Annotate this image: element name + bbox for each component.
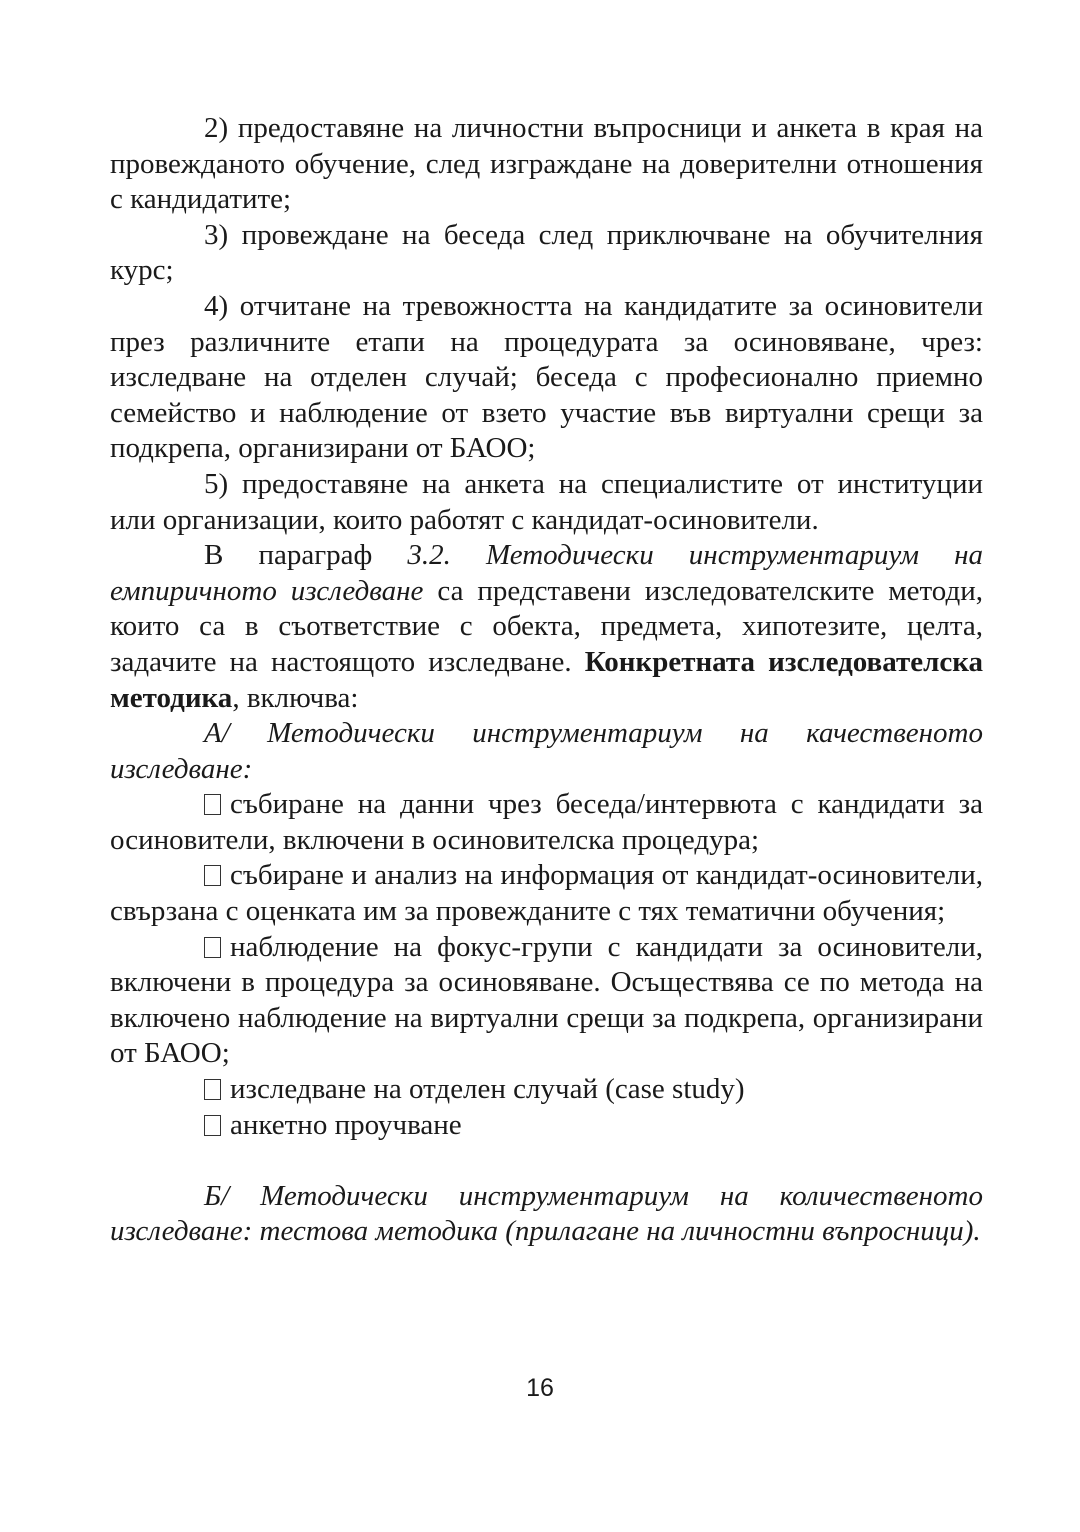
bullet-text: анкетно проучване	[230, 1108, 462, 1141]
methodology-paragraph	[110, 538, 983, 716]
paragraph-ending: , включва:	[232, 681, 359, 714]
bullet-text: събиране на данни чрез беседа/интервюта с кандидати за осиновители, включени в осиновителска процедура;	[110, 788, 983, 856]
bullet-item	[110, 1108, 983, 1144]
bullet-text: изследване на отделен случай (case study)	[230, 1073, 745, 1106]
section-reference: 3.2. Методически инструментариум на емпиричното изследване	[110, 539, 983, 607]
body-text	[110, 111, 983, 1250]
blank-line	[110, 1143, 983, 1179]
bullet-box-icon	[204, 1079, 221, 1100]
bullet-text: събиране и анализ на информация от кандидат-осиновители, свързана с оценката им за провежданите с тях тематични обучения;	[110, 859, 983, 928]
list-item-5: 5) предоставяне на анкета на специалистите от институции или организации, които работят с кандидат-осиновители.	[110, 467, 983, 536]
bullet-item	[110, 930, 983, 1072]
bullet-box-icon	[204, 1115, 221, 1136]
list-item-3: 3) провеждане на беседа след приключване на обучителния курс;	[110, 218, 983, 287]
bullet-box-icon	[204, 937, 221, 958]
bullet-item	[110, 858, 983, 929]
list-item-2: 2) предоставяне на личностни въпросници и анкета в края на провежданото обучение, след изграждане на доверителни отношения с кандидатите;	[110, 112, 983, 216]
bullet-item	[110, 787, 983, 858]
qualitative-heading: А/ Методически инструментариум на качественото изследване:	[110, 717, 983, 785]
bold-phrase: Конкретната изследователска методика	[110, 645, 983, 714]
paragraph-middle: са представени изследователските методи, които са в съответствие с обекта, предмета, хипотезите, целта, задачите на настоящото изследване.	[110, 574, 983, 678]
quantitative-heading: Б/ Методически инструментариум на количественото изследване: тестова методика (прилагане на личностни въпросници).	[110, 1179, 983, 1248]
bullet-box-icon	[204, 865, 221, 886]
page-number: 16	[526, 1374, 554, 1402]
paragraph-intro: В параграф	[204, 539, 408, 572]
bullet-item	[110, 1072, 983, 1108]
bullet-box-icon	[204, 794, 221, 815]
bullet-text: наблюдение на фокус-групи с кандидати за осиновители, включени в процедура за осиновяване. Осъществява се по метода на включено наблюдение на виртуални срещи за подкрепа, организирани от БАОО;	[110, 930, 983, 1070]
list-item-4: 4) отчитане на тревожността на кандидатите за осиновители през различните етапи на процедурата за осиновяване, чрез: изследване на отделен случай; беседа с професионално приемно семейство и наблюдение от взето участие във виртуални срещи за подкрепа, организирани от БАОО;	[110, 289, 983, 465]
